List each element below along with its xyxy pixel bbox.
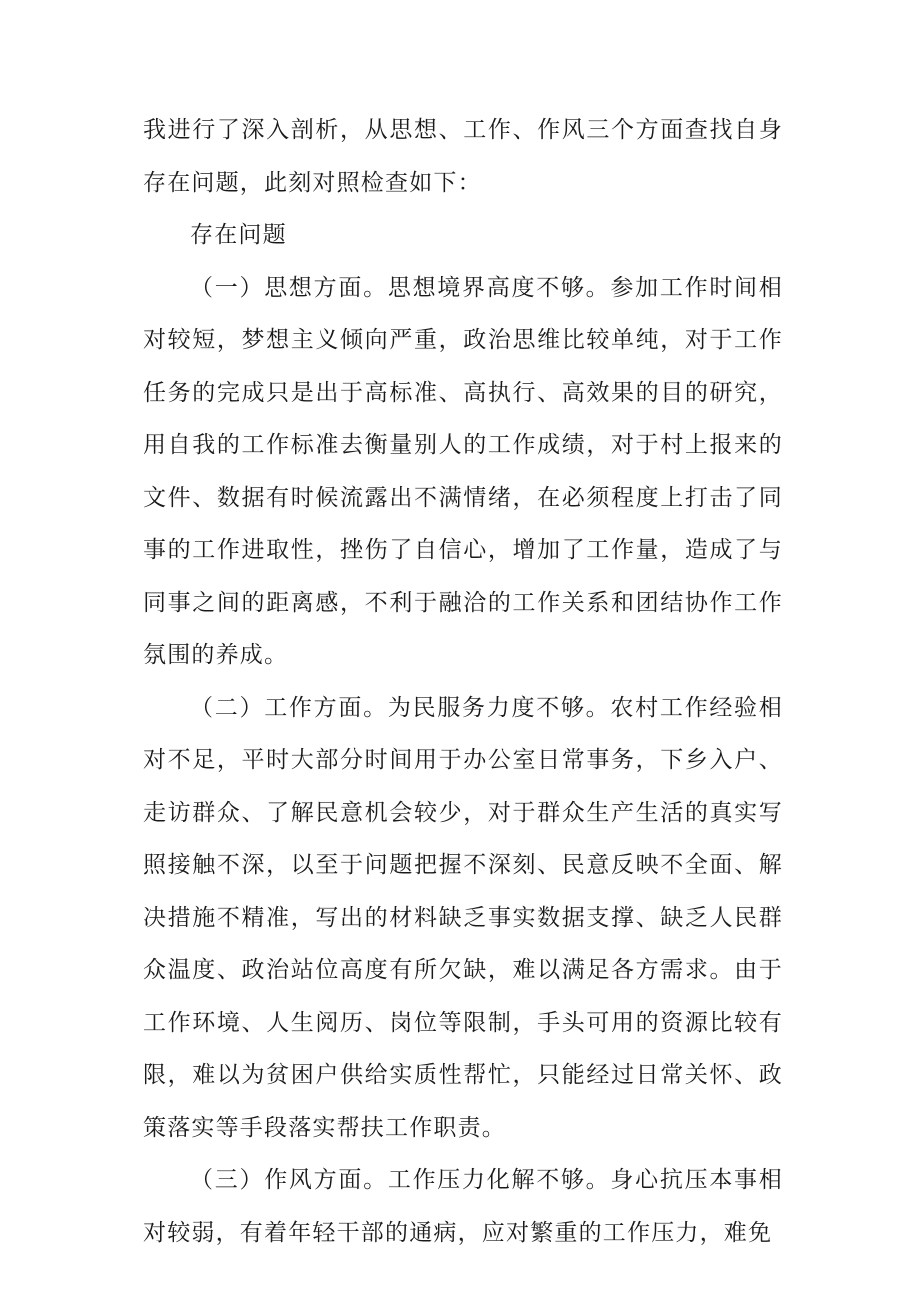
paragraph-thinking: （一）思想方面。思想境界高度不够。参加工作时间相对较短，梦想主义倾向严重，政治思维比较单纯，对于工作任务的完成只是出于高标准、高执行、高效果的目的研究，用自我的工作标准去衡量别人的工作成绩，对于村上报来的文件、数据有时候流露出不满情绪，在必须程度上打击了同事的工作进取性，挫伤了自信心，增加了工作量，造成了与同事之间的距离感，不利于融洽的工作关系和团结协作工作氛围的养成。 [143, 274, 783, 668]
paragraph-work: （二）工作方面。为民服务力度不够。农村工作经验相对不足，平时大部分时间用于办公室日常事务，下乡入户、走访群众、了解民意机会较少，对于群众生产生活的真实写照接触不深，以至于问题把握不深刻、民意反映不全面、解决措施不精准，写出的材料缺乏事实数据支撑、缺乏人民群众温度、政治站位高度有所欠缺，难以满足各方需求。由于工作环境、人生阅历、岗位等限制，手头可用的资源比较有限，难以为贫困户供给实质性帮忙，只能经过日常关怀、政策落实等手段落实帮扶工作职责。 [143, 694, 783, 1141]
paragraph-style: （三）作风方面。工作压力化解不够。身心抗压本事相对较弱，有着年轻干部的通病，应对繁重的工作压力，难免 [143, 1167, 783, 1246]
document-body [143, 104, 783, 1259]
paragraph-intro: 我进行了深入剖析，从思想、工作、作风三个方面查找自身存在问题，此刻对照检查如下： [143, 117, 783, 196]
section-heading: 存在问题 [190, 222, 287, 248]
